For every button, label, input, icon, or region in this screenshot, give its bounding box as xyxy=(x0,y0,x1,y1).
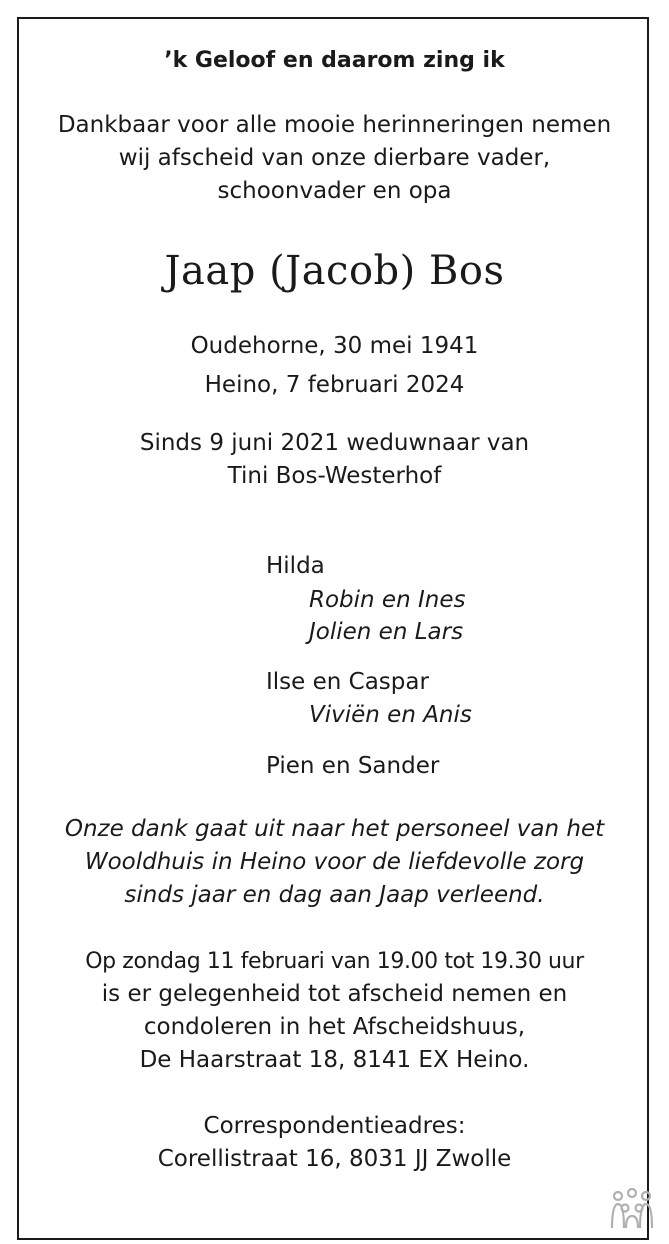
family-child-2: Ilse en Caspar xyxy=(266,669,429,695)
family-child-1: Hilda xyxy=(266,553,325,579)
condolence-line-3: condoleren in het Afscheidshuus, xyxy=(143,1014,526,1040)
motto: ’k Geloof en daarom zing ik xyxy=(164,48,505,73)
intro-line-2: wij afscheid van onze dierbare vader, xyxy=(118,145,551,171)
deceased-name: Jaap (Jacob) Bos xyxy=(164,248,505,294)
correspondence-address: Corellistraat 16, 8031 JJ Zwolle xyxy=(157,1146,512,1172)
family-people-icon xyxy=(608,1188,656,1230)
family-grandchildren-1a: Robin en Ines xyxy=(309,587,466,613)
thanks-line-1: Onze dank gaat uit naar het personeel van het xyxy=(64,816,605,842)
intro-line-1: Dankbaar voor alle mooie herinneringen nemen xyxy=(57,112,612,138)
condolence-line-2: is er gelegenheid tot afscheid nemen en xyxy=(101,981,568,1007)
thanks-line-3: sinds jaar en dag aan Jaap verleend. xyxy=(124,882,545,908)
death-date: Heino, 7 februari 2024 xyxy=(204,372,465,398)
family-child-3: Pien en Sander xyxy=(266,753,440,779)
family-grandchildren-2a: Viviën en Anis xyxy=(309,702,472,728)
condolence-line-1: Op zondag 11 februari van 19.00 tot 19.30 uur xyxy=(85,949,584,974)
family-grandchildren-1b: Jolien en Lars xyxy=(309,619,464,645)
widower-line-2: Tini Bos-Westerhof xyxy=(227,463,442,489)
correspondence-label: Correspondentieadres: xyxy=(203,1113,466,1139)
birth-date: Oudehorne, 30 mei 1941 xyxy=(190,333,479,359)
widower-line-1: Sinds 9 juni 2021 weduwnaar van xyxy=(139,430,530,456)
intro-line-3: schoonvader en opa xyxy=(217,178,452,204)
condolence-line-4: De Haarstraat 18, 8141 EX Heino. xyxy=(139,1047,530,1073)
thanks-line-2: Wooldhuis in Heino voor de liefdevolle zorg xyxy=(84,849,585,875)
